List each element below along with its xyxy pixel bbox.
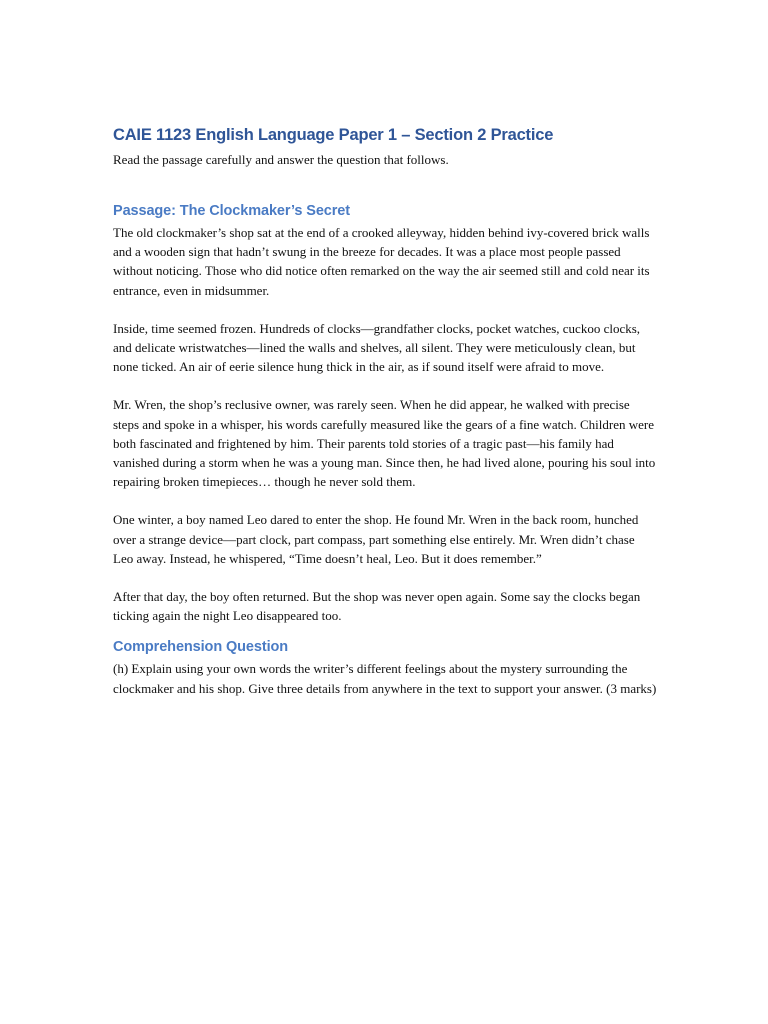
question-text: (h) Explain using your own words the writer’s different feelings about the mystery surrounding the clockmaker and his shop. Give three details from anywhere in the text to support your answer. (3 marks) bbox=[113, 661, 657, 696]
passage-paragraph: After that day, the boy often returned. But the shop was never open again. Some say the clocks began ticking again the night Leo disappeared too. bbox=[113, 589, 641, 624]
passage-heading: Passage: The Clockmaker’s Secret bbox=[113, 203, 350, 219]
instructions-text: Read the passage carefully and answer the question that follows. bbox=[113, 152, 449, 167]
passage-paragraph: One winter, a boy named Leo dared to enter the shop. He found Mr. Wren in the back room, hunched over a strange device—part clock, part compass, part something else entirely. Mr. Wren didn’t chase Leo away. Instead, he whispered, “Time doesn’t heal, Leo. But it does remember.” bbox=[113, 512, 639, 566]
passage-paragraph: Inside, time seemed frozen. Hundreds of clocks—grandfather clocks, pocket watches, cuckoo clocks, and delicate wristwatches—lined the walls and shelves, all silent. They were meticulously clean, but none ticked. An air of eerie silence hung thick in the air, as if sound itself were afraid to move. bbox=[113, 320, 641, 375]
passage-body bbox=[113, 223, 658, 625]
passage-paragraph: The old clockmaker’s shop sat at the end of a crooked alleyway, hidden behind ivy-covered brick walls and a wooden sign that hadn’t swung in the breeze for decades. It was a place most people passed without noticing. Those who did notice often remarked on the way the air seemed still and cold near its entrance, even in midsummer. bbox=[113, 225, 650, 298]
document-title: CAIE 1123 English Language Paper 1 – Section 2 Practice bbox=[113, 126, 554, 144]
document-page bbox=[113, 124, 658, 698]
question-heading: Comprehension Question bbox=[113, 639, 289, 656]
passage-paragraph: Mr. Wren, the shop’s reclusive owner, was rarely seen. When he did appear, he walked with precise steps and spoke in a whisper, his words carefully measured like the gears of a fine watch. Children were both fascinated and frightened by him. Their parents told stories of a tragic past—his family had vanished during a storm when he was a young man. Since then, he had lived alone, pouring his soul into repairing broken timepieces… though he never sold them. bbox=[113, 397, 656, 490]
